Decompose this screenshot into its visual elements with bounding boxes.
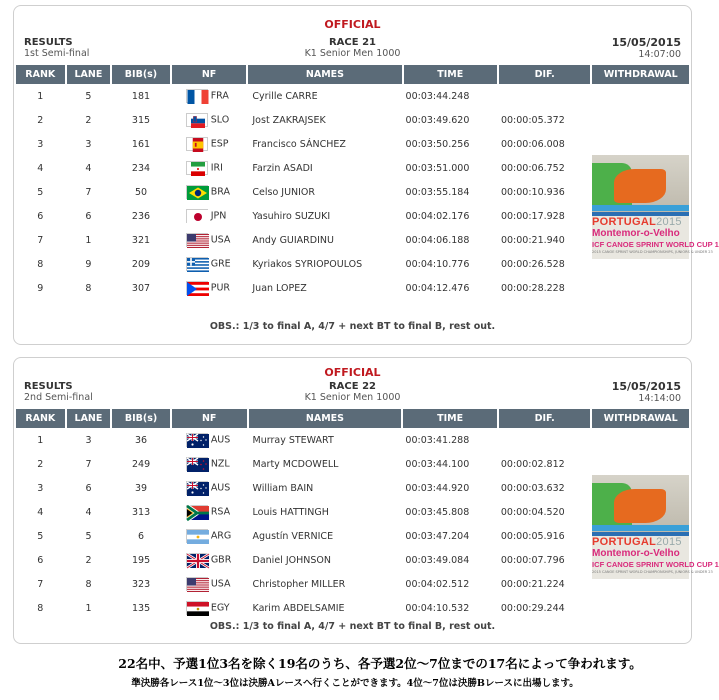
cell-withdrawal <box>592 428 689 452</box>
table-row <box>16 452 689 476</box>
cell-withdrawal <box>592 596 689 620</box>
nf-code: EGY <box>210 602 230 614</box>
nf-code: RSA <box>210 506 231 518</box>
arg-flag-icon <box>186 529 208 543</box>
table-row <box>16 428 689 452</box>
table-row <box>16 132 689 156</box>
cell-lane: 4 <box>85 506 92 518</box>
cell-lane: 1 <box>85 234 92 246</box>
event-logo <box>592 155 719 259</box>
col-dif: DIF. <box>499 409 591 428</box>
nf-code: BRA <box>210 186 230 198</box>
nf-code: ARG <box>210 530 232 542</box>
cell-dif: 00:00:17.928 <box>500 210 565 222</box>
cell-bib: 36 <box>135 434 148 446</box>
round-label: 2nd Semi-final <box>24 392 93 403</box>
date-header <box>612 36 681 60</box>
cell-rank: 1 <box>37 90 44 102</box>
table-row <box>16 596 689 620</box>
race-date: 15/05/2015 <box>611 380 681 393</box>
cell-rank: 6 <box>37 210 44 222</box>
cell-dif: 00:00:06.008 <box>500 138 565 150</box>
col-withdrawal: WITHDRAWAL <box>592 65 689 84</box>
col-withdrawal: WITHDRAWAL <box>592 409 689 428</box>
nf-code: FRA <box>210 90 229 102</box>
col-dif: DIF. <box>499 65 590 84</box>
cell-time: 00:03:45.808 <box>405 506 470 518</box>
race-time: 14:07:00 <box>638 49 681 60</box>
table-row <box>16 276 689 300</box>
cell-dif: 00:00:05.372 <box>500 114 565 126</box>
nf-code: IRI <box>210 162 223 174</box>
cell-rank: 5 <box>37 530 44 542</box>
nf-code: AUS <box>210 434 231 446</box>
results-table <box>14 65 719 300</box>
cell-bib: 315 <box>131 114 151 126</box>
cell-lane: 7 <box>85 458 92 470</box>
aus-flag-icon <box>186 481 208 495</box>
cell-lane: 6 <box>85 482 92 494</box>
cell-rank: 4 <box>37 506 44 518</box>
pur-flag-icon <box>186 281 208 295</box>
cell-dif: 00:00:02.812 <box>500 458 565 470</box>
slo-flag-icon <box>186 113 208 127</box>
cell-name: Yasuhiro SUZUKI <box>252 210 331 222</box>
rsa-flag-icon <box>186 505 208 519</box>
round-label: 1st Semi-final <box>24 48 90 59</box>
cell-time: 00:03:44.248 <box>405 90 470 102</box>
observation-note: OBS.: 1/3 to final A, 4/7 + next BT to final B, rest out. <box>209 621 496 632</box>
logo-town: Montemor-o-Velho <box>592 228 680 239</box>
footer-note-2: 準決勝各レース1位～3位は決勝Aレースへ行くことができます。4位～7位は決勝Bレースに出場します。 <box>131 678 579 689</box>
col-nf: NF <box>172 409 247 428</box>
gbr-flag-icon <box>186 553 208 567</box>
cell-time: 00:03:55.184 <box>405 186 470 198</box>
nf-code: GBR <box>210 554 232 566</box>
cell-dif: 00:00:21.940 <box>500 234 565 246</box>
cell-name: Jost ZAKRAJSEK <box>252 114 326 126</box>
footer-note-1: 22名中、予選1位3名を除く19名のうち、各予選2位～7位までの17名によって争われます。 <box>118 656 642 671</box>
col-names: NAMES <box>248 65 401 84</box>
nf-code: PUR <box>210 282 231 294</box>
cell-nf <box>172 252 247 276</box>
nf-code: SLO <box>210 114 230 126</box>
bra-flag-icon <box>186 185 208 199</box>
race-date: 15/05/2015 <box>611 36 681 49</box>
cell-bib: 195 <box>131 554 151 566</box>
cell-name: Farzin ASADI <box>252 162 313 174</box>
cell-bib: 39 <box>135 482 148 494</box>
cell-rank: 8 <box>37 258 44 270</box>
cell-dif: 00:00:04.520 <box>500 506 565 518</box>
cell-time: 00:04:02.176 <box>405 210 470 222</box>
table-header-row <box>16 409 689 428</box>
table-row <box>16 524 689 548</box>
table-row <box>16 228 689 252</box>
cell-name: Karim ABDELSAMIE <box>252 602 345 614</box>
cell-bib: 50 <box>134 186 148 198</box>
cell-rank: 5 <box>37 186 44 198</box>
cell-lane: 6 <box>85 210 92 222</box>
col-rank: RANK <box>16 65 65 84</box>
cell-name: Daniel JOHNSON <box>252 554 331 566</box>
logo-portugal: PORTUGAL <box>592 216 657 228</box>
esp-flag-icon <box>186 137 208 151</box>
cell-bib: 236 <box>131 210 151 222</box>
nf-code: GRE <box>210 258 231 270</box>
event-name: K1 Senior Men 1000 <box>304 392 401 403</box>
logo-tiny-text: 2015 CANOE SPRINT WORLD CHAMPIONSHIPS, JUNIORS & UNDER 23 <box>592 570 713 574</box>
cell-withdrawal <box>592 108 689 132</box>
cell-name: Agustín VERNICE <box>252 530 334 542</box>
race-header <box>14 37 691 59</box>
cell-name: Kyriakos SYRIOPOULOS <box>252 258 363 270</box>
nf-code: AUS <box>210 482 231 494</box>
logo-portugal: PORTUGAL <box>592 536 657 548</box>
cell-time: 00:03:49.620 <box>405 114 470 126</box>
race-number: RACE 21 <box>328 37 376 48</box>
cell-rank: 7 <box>37 578 44 590</box>
cell-bib: 209 <box>131 258 151 270</box>
col-time: TIME <box>404 65 497 84</box>
cell-time: 00:04:10.776 <box>405 258 470 270</box>
table-row <box>16 204 689 228</box>
cell-time: 00:03:47.204 <box>405 530 470 542</box>
logo-town: Montemor-o-Velho <box>592 548 680 559</box>
cell-lane: 5 <box>85 530 92 542</box>
cell-name: Louis HATTINGH <box>252 506 329 518</box>
cell-dif: 00:00:21.224 <box>500 578 565 590</box>
cell-name: William BAIN <box>252 482 314 494</box>
cell-bib: 321 <box>131 234 151 246</box>
cell-dif: 00:00:26.528 <box>500 258 565 270</box>
results-label: RESULTS <box>24 381 73 392</box>
cell-name: Andy GUIARDINU <box>252 234 334 246</box>
cell-withdrawal <box>592 84 689 108</box>
cell-lane: 2 <box>85 554 92 566</box>
fra-flag-icon <box>186 89 208 103</box>
nf-code: USA <box>210 578 231 590</box>
results-table <box>14 409 719 620</box>
cell-bib: 135 <box>131 602 151 614</box>
logo-year: 2015 <box>656 536 682 548</box>
cell-lane: 3 <box>85 138 92 150</box>
col-time: TIME <box>403 409 496 428</box>
col-rank: RANK <box>16 409 65 428</box>
cell-dif: 00:00:03.632 <box>500 482 565 494</box>
cell-name: Murray STEWART <box>252 434 334 446</box>
cell-rank: 1 <box>37 434 44 446</box>
cell-lane: 3 <box>85 434 92 446</box>
cell-rank: 2 <box>37 458 44 470</box>
cell-dif <box>499 428 591 452</box>
cell-nf <box>172 428 247 452</box>
cell-nf <box>172 500 247 524</box>
cell-lane: 2 <box>85 114 92 126</box>
cell-rank: 8 <box>37 602 44 614</box>
col-bib: BIB(s) <box>112 409 170 428</box>
cell-bib: 249 <box>131 458 151 470</box>
cell-nf <box>172 228 247 252</box>
cell-time: 00:03:44.920 <box>405 482 470 494</box>
cell-name: Francisco SÁNCHEZ <box>252 138 346 150</box>
cell-bib: 323 <box>131 578 151 590</box>
observation-note: OBS.: 1/3 to final A, 4/7 + next BT to final B, rest out. <box>209 321 496 332</box>
cell-bib: 6 <box>138 530 145 542</box>
logo-world-cup: ICF CANOE SPRINT WORLD CUP 1 <box>592 560 719 569</box>
logo-year: 2015 <box>656 216 682 228</box>
cell-rank: 6 <box>37 554 44 566</box>
gre-flag-icon <box>186 257 208 271</box>
cell-rank: 3 <box>37 138 44 150</box>
col-bib: BIB(s) <box>112 65 169 84</box>
cell-time: 00:03:49.084 <box>405 554 470 566</box>
official-label: OFFICIAL <box>324 18 381 31</box>
cell-nf <box>172 156 247 180</box>
cell-name: Christopher MILLER <box>252 578 346 590</box>
event-logo <box>592 475 719 579</box>
usa-flag-icon <box>186 577 208 591</box>
cell-time: 00:04:12.476 <box>405 282 470 294</box>
cell-nf <box>172 132 247 156</box>
cell-withdrawal <box>592 276 689 300</box>
cell-rank: 2 <box>37 114 44 126</box>
table-row <box>16 156 689 180</box>
cell-dif: 00:00:10.936 <box>500 186 565 198</box>
cell-name: Cyrille CARRE <box>252 90 318 102</box>
nf-code: NZL <box>210 458 230 470</box>
cell-time: 00:04:10.532 <box>405 602 470 614</box>
cell-time: 00:03:44.100 <box>405 458 470 470</box>
table-row <box>16 500 689 524</box>
cell-dif: 00:00:28.228 <box>500 282 565 294</box>
cell-rank: 7 <box>37 234 44 246</box>
cell-time: 00:03:41.288 <box>405 434 470 446</box>
cell-nf <box>172 108 247 132</box>
cell-lane: 8 <box>85 282 92 294</box>
cell-dif: 00:00:07.796 <box>500 554 565 566</box>
table-header-row <box>16 65 689 84</box>
usa-flag-icon <box>186 233 208 247</box>
nf-code: USA <box>210 234 231 246</box>
cell-rank: 3 <box>37 482 44 494</box>
cell-time: 00:04:02.512 <box>405 578 470 590</box>
table-row <box>16 252 689 276</box>
cell-dif: 00:00:29.244 <box>500 602 565 614</box>
cell-bib: 234 <box>131 162 151 174</box>
table-row <box>16 548 689 572</box>
date-header <box>612 380 681 404</box>
nf-code: JPN <box>210 210 227 222</box>
cell-lane: 5 <box>85 90 92 102</box>
logo-world-cup: ICF CANOE SPRINT WORLD CUP 1 <box>592 240 719 249</box>
cell-lane: 9 <box>85 258 92 270</box>
cell-lane: 4 <box>85 162 92 174</box>
cell-name: Celso JUNIOR <box>252 186 316 198</box>
aus-flag-icon <box>186 433 208 447</box>
cell-name: Juan LOPEZ <box>252 282 307 294</box>
cell-withdrawal <box>592 452 689 476</box>
cell-time: 00:03:51.000 <box>405 162 470 174</box>
cell-bib: 307 <box>131 282 151 294</box>
cell-nf <box>172 524 247 548</box>
cell-lane: 1 <box>85 602 92 614</box>
cell-time: 00:03:50.256 <box>405 138 470 150</box>
cell-nf <box>172 84 247 108</box>
cell-dif <box>499 84 590 108</box>
cell-dif: 00:00:05.916 <box>500 530 565 542</box>
nzl-flag-icon <box>186 457 208 471</box>
table-row <box>16 180 689 204</box>
cell-withdrawal <box>592 132 689 156</box>
cell-nf <box>172 596 247 620</box>
cell-nf <box>172 548 247 572</box>
col-names: NAMES <box>249 409 402 428</box>
results-panel-race-22 <box>13 357 719 644</box>
iri-flag-icon <box>186 161 208 175</box>
cell-rank: 4 <box>37 162 44 174</box>
table-row <box>16 476 689 500</box>
race-time: 14:14:00 <box>638 393 681 404</box>
cell-bib: 313 <box>131 506 151 518</box>
event-name: K1 Senior Men 1000 <box>304 48 401 59</box>
egy-flag-icon <box>186 601 208 615</box>
cell-lane: 8 <box>85 578 92 590</box>
col-lane: LANE <box>67 65 111 84</box>
cell-lane: 7 <box>85 186 92 198</box>
cell-nf <box>172 476 247 500</box>
race-header <box>14 381 691 403</box>
results-panel-race-21 <box>13 5 719 345</box>
cell-nf <box>172 180 247 204</box>
table-row <box>16 572 689 596</box>
cell-bib: 181 <box>131 90 151 102</box>
cell-nf <box>172 452 247 476</box>
cell-nf <box>172 276 247 300</box>
cell-nf <box>172 572 247 596</box>
col-lane: LANE <box>67 409 111 428</box>
col-nf: NF <box>172 65 247 84</box>
cell-rank: 9 <box>37 282 44 294</box>
logo-tiny-text: 2015 CANOE SPRINT WORLD CHAMPIONSHIPS, JUNIORS & UNDER 23 <box>592 250 713 254</box>
official-label: OFFICIAL <box>324 366 381 379</box>
table-row <box>16 84 689 108</box>
cell-name: Marty MCDOWELL <box>252 458 339 470</box>
race-number: RACE 22 <box>328 381 376 392</box>
cell-dif: 00:00:06.752 <box>500 162 565 174</box>
cell-nf <box>172 204 247 228</box>
nf-code: ESP <box>210 138 229 150</box>
cell-bib: 161 <box>131 138 151 150</box>
cell-time: 00:04:06.188 <box>405 234 470 246</box>
jpn-flag-icon <box>186 209 208 223</box>
table-row <box>16 108 689 132</box>
results-label: RESULTS <box>24 37 73 48</box>
